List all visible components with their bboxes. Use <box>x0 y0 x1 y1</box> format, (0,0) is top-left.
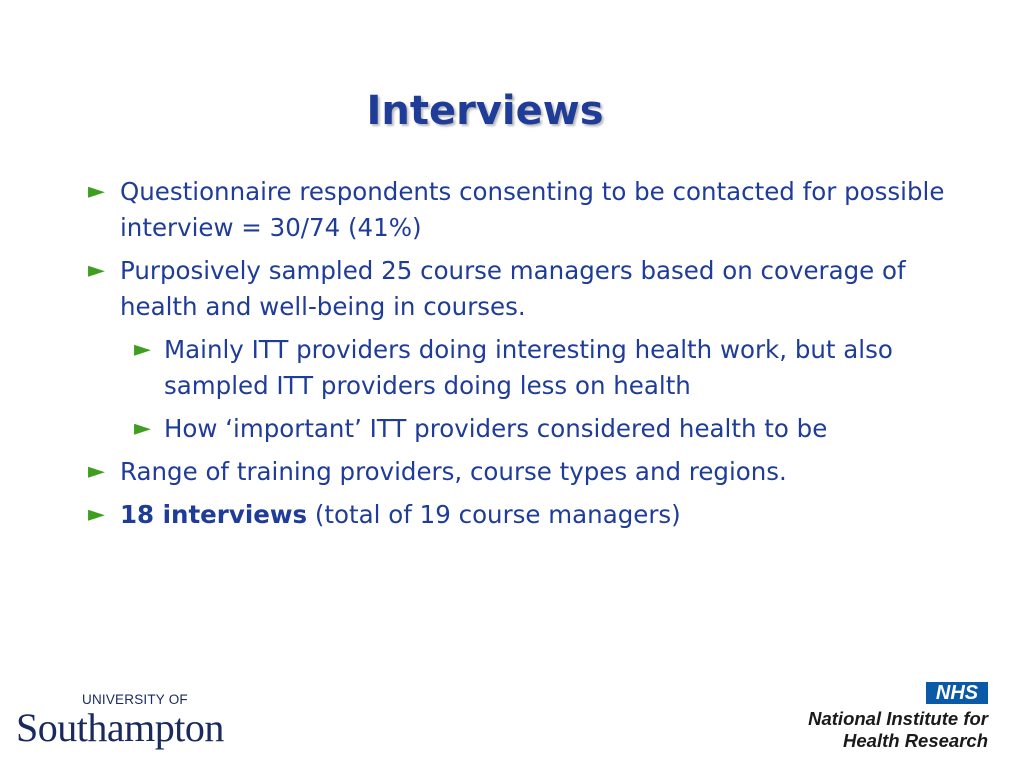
nihr-logo-line1: National Institute for <box>808 708 988 729</box>
sub-bullet-item <box>134 332 988 404</box>
bullet-arrow-icon: ► <box>88 459 105 484</box>
nihr-logo <box>768 682 988 752</box>
sub-bullet-item <box>134 411 988 447</box>
bullet-text: Questionnaire respondents consenting to be contacted for possible interview = 30/74 (41%) <box>120 177 945 242</box>
bullet-arrow-icon: ► <box>134 337 151 362</box>
nihr-logo-line2: Health Research <box>843 730 988 751</box>
bullet-text: (total of 19 course managers) <box>307 500 681 529</box>
slide-title: Interviews <box>366 88 604 134</box>
bullet-text: How ‘important’ ITT providers considered health to be <box>164 414 828 443</box>
bullet-text: Mainly ITT providers doing interesting health work, but also sampled ITT providers doing less on health <box>164 335 893 400</box>
bullet-arrow-icon: ► <box>88 258 105 283</box>
nhs-badge: NHS <box>926 682 988 704</box>
bullet-bold-text: 18 interviews <box>120 500 308 529</box>
bullet-arrow-icon: ► <box>134 416 151 441</box>
bullet-arrow-icon: ► <box>88 179 105 204</box>
bullet-item <box>88 174 988 246</box>
bullet-list <box>88 174 988 540</box>
southampton-logo-line2: Southampton <box>16 705 224 750</box>
bullet-item <box>88 454 988 490</box>
bullet-text: Purposively sampled 25 course managers based on coverage of health and well-being in courses. <box>120 256 906 321</box>
bullet-item <box>88 253 988 325</box>
bullet-arrow-icon: ► <box>88 502 105 527</box>
southampton-logo-line1: UNIVERSITY OF <box>82 692 188 707</box>
bullet-text: Range of training providers, course types and regions. <box>120 457 787 486</box>
bullet-item <box>88 497 988 533</box>
nihr-logo-text <box>808 708 988 752</box>
southampton-logo <box>16 692 236 752</box>
